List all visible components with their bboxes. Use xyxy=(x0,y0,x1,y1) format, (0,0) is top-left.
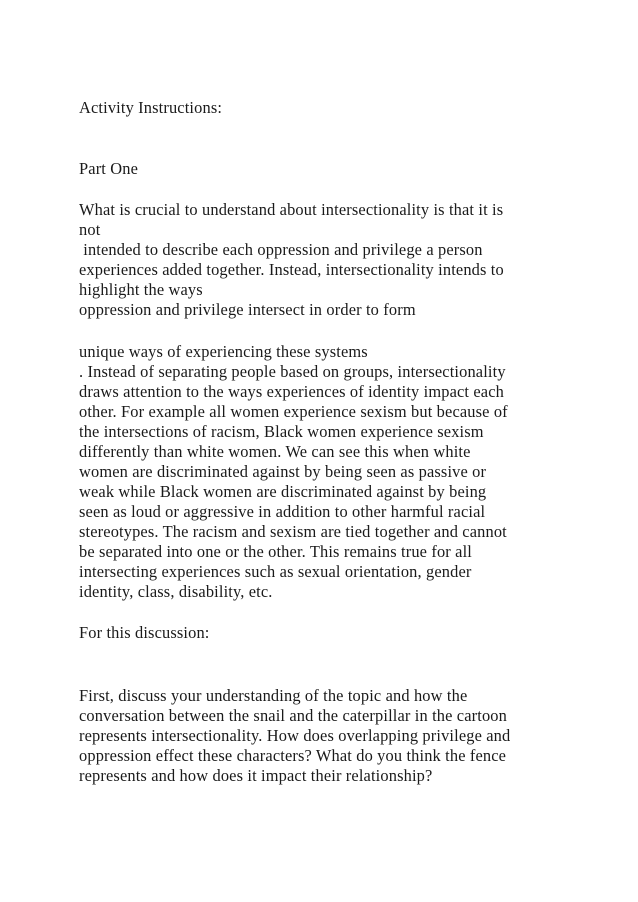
paragraph-line: identity, class, disability, etc. xyxy=(79,582,273,601)
paragraph-line: draws attention to the ways experiences of identity impact each xyxy=(79,382,504,401)
paragraph-line: highlight the ways xyxy=(79,280,203,299)
heading: Activity Instructions: xyxy=(79,98,223,117)
discussion-label: For this discussion: xyxy=(79,623,210,642)
paragraph-line: not xyxy=(79,220,101,239)
paragraph-line: differently than white women. We can see this when white xyxy=(79,442,471,461)
paragraph-line: stereotypes. The racism and sexism are tied together and cannot xyxy=(79,522,507,541)
paragraph-line: intended to describe each oppression and privilege a person xyxy=(79,240,483,259)
paragraph-line: be separated into one or the other. This remains true for all xyxy=(79,542,472,561)
discussion-line: conversation between the snail and the caterpillar in the cartoon xyxy=(79,706,507,725)
paragraph-line: unique ways of experiencing these systems xyxy=(79,342,368,361)
part-title: Part One xyxy=(79,159,139,178)
discussion-line: First, discuss your understanding of the topic and how the xyxy=(79,686,468,705)
discussion-line: represents intersectionality. How does overlapping privilege and xyxy=(79,726,511,745)
paragraph-line: other. For example all women experience sexism but because of xyxy=(79,402,508,421)
paragraph-line: experiences added together. Instead, intersectionality intends to xyxy=(79,260,504,279)
paragraph-line: women are discriminated against by being seen as passive or xyxy=(79,462,487,481)
discussion-line: represents and how does it impact their relationship? xyxy=(79,766,433,785)
paragraph-line: . Instead of separating people based on groups, intersectionality xyxy=(79,362,506,381)
paragraph-line: What is crucial to understand about intersectionality is that it is xyxy=(79,200,504,219)
paragraph-line: the intersections of racism, Black women experience sexism xyxy=(79,422,484,441)
paragraph-line: weak while Black women are discriminated against by being xyxy=(79,482,487,501)
paragraph-line: intersecting experiences such as sexual orientation, gender xyxy=(79,562,472,581)
discussion-line: oppression effect these characters? What do you think the fence xyxy=(79,746,507,765)
paragraph-line: oppression and privilege intersect in order to form xyxy=(79,300,416,319)
paragraph-line: seen as loud or aggressive in addition to other harmful racial xyxy=(79,502,486,521)
